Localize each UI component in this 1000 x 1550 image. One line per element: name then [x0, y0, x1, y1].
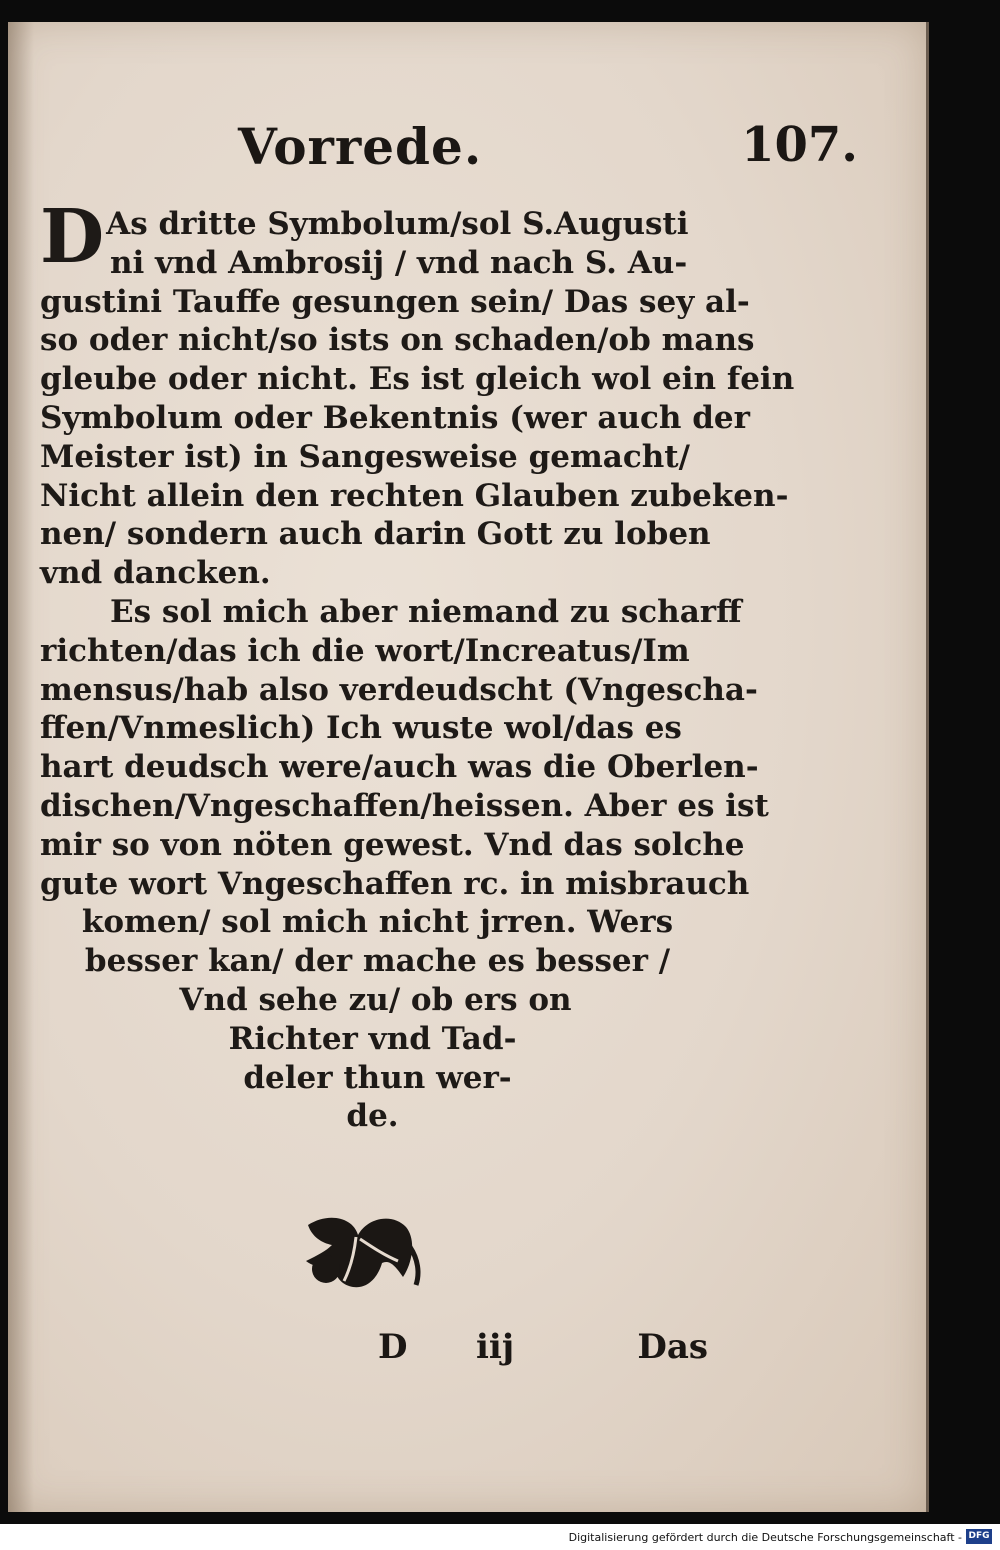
drop-capital: D	[40, 194, 105, 280]
text-line: de.	[346, 1098, 399, 1135]
text-line: deler thun wer-	[243, 1059, 512, 1096]
text-line: komen/ sol mich nicht jrren. Wers	[81, 904, 674, 941]
tapered-paragraph-end	[40, 903, 705, 1136]
catchwords-line	[378, 1327, 708, 1377]
text-line: Es sol mich aber niemand zu scharff	[110, 593, 742, 630]
catchword: Das	[637, 1327, 708, 1367]
book-page	[8, 22, 929, 1512]
running-head: Vorrede.	[238, 117, 483, 176]
text-line: Richter vnd Tad-	[228, 1020, 517, 1057]
signature-number: iij	[476, 1327, 515, 1367]
text-line: Meister ist) in Sangesweise gemacht/	[40, 438, 690, 475]
text-line: Symbolum oder Bekentnis (wer auch der	[40, 399, 750, 436]
text-line: Vnd sehe zu/ ob ers on	[179, 981, 572, 1018]
page-header	[238, 117, 858, 197]
text-line: mensus/hab also verdeudscht (Vngescha-	[40, 671, 758, 708]
text-line: dischen/Vngeschaffen/heissen. Aber es ist	[40, 787, 769, 824]
page-number: 107.	[741, 117, 858, 173]
text-line: richten/das ich die wort/Increatus/Im	[40, 632, 690, 669]
text-line: so oder nicht/so ists on schaden/ob mans	[40, 322, 755, 359]
text-line: gute wort Vngeschaffen rc. in misbrauch	[40, 865, 750, 902]
text-line-content: As dritte Symbolum/sol S.Augusti	[106, 206, 689, 242]
text-line: ni vnd Ambrosij / vnd nach S. Au-	[110, 244, 688, 281]
main-text	[40, 194, 795, 1136]
text-line: Nicht allein den rechten Glauben zubeken-	[40, 477, 789, 514]
text-line: besser kan/ der mache es besser /	[84, 943, 671, 980]
text-line: hart deudsch were/auch was die Oberlen-	[40, 749, 759, 786]
text-line: gleube oder nicht. Es ist gleich wol ein fein	[40, 361, 795, 398]
footer-bar	[0, 1524, 1000, 1550]
dfg-logo: DFG	[966, 1529, 992, 1544]
funding-notice: Digitalisierung gefördert durch die Deutsche Forschungsgemeinschaft -	[568, 1531, 962, 1544]
text-line: gustini Tauffe gesungen sein/ Das sey al-	[40, 283, 750, 320]
leaf-ornament-icon	[298, 1207, 423, 1297]
text-line: ffen/Vnmeslich) Ich wuste wol/das es	[40, 710, 682, 747]
text-line: nen/ sondern auch darin Gott zu loben	[40, 516, 711, 553]
text-line: vnd dancken.	[40, 555, 271, 592]
signature-mark: D	[378, 1327, 408, 1367]
text-line: mir so von nöten gewest. Vnd das solche	[40, 826, 745, 863]
